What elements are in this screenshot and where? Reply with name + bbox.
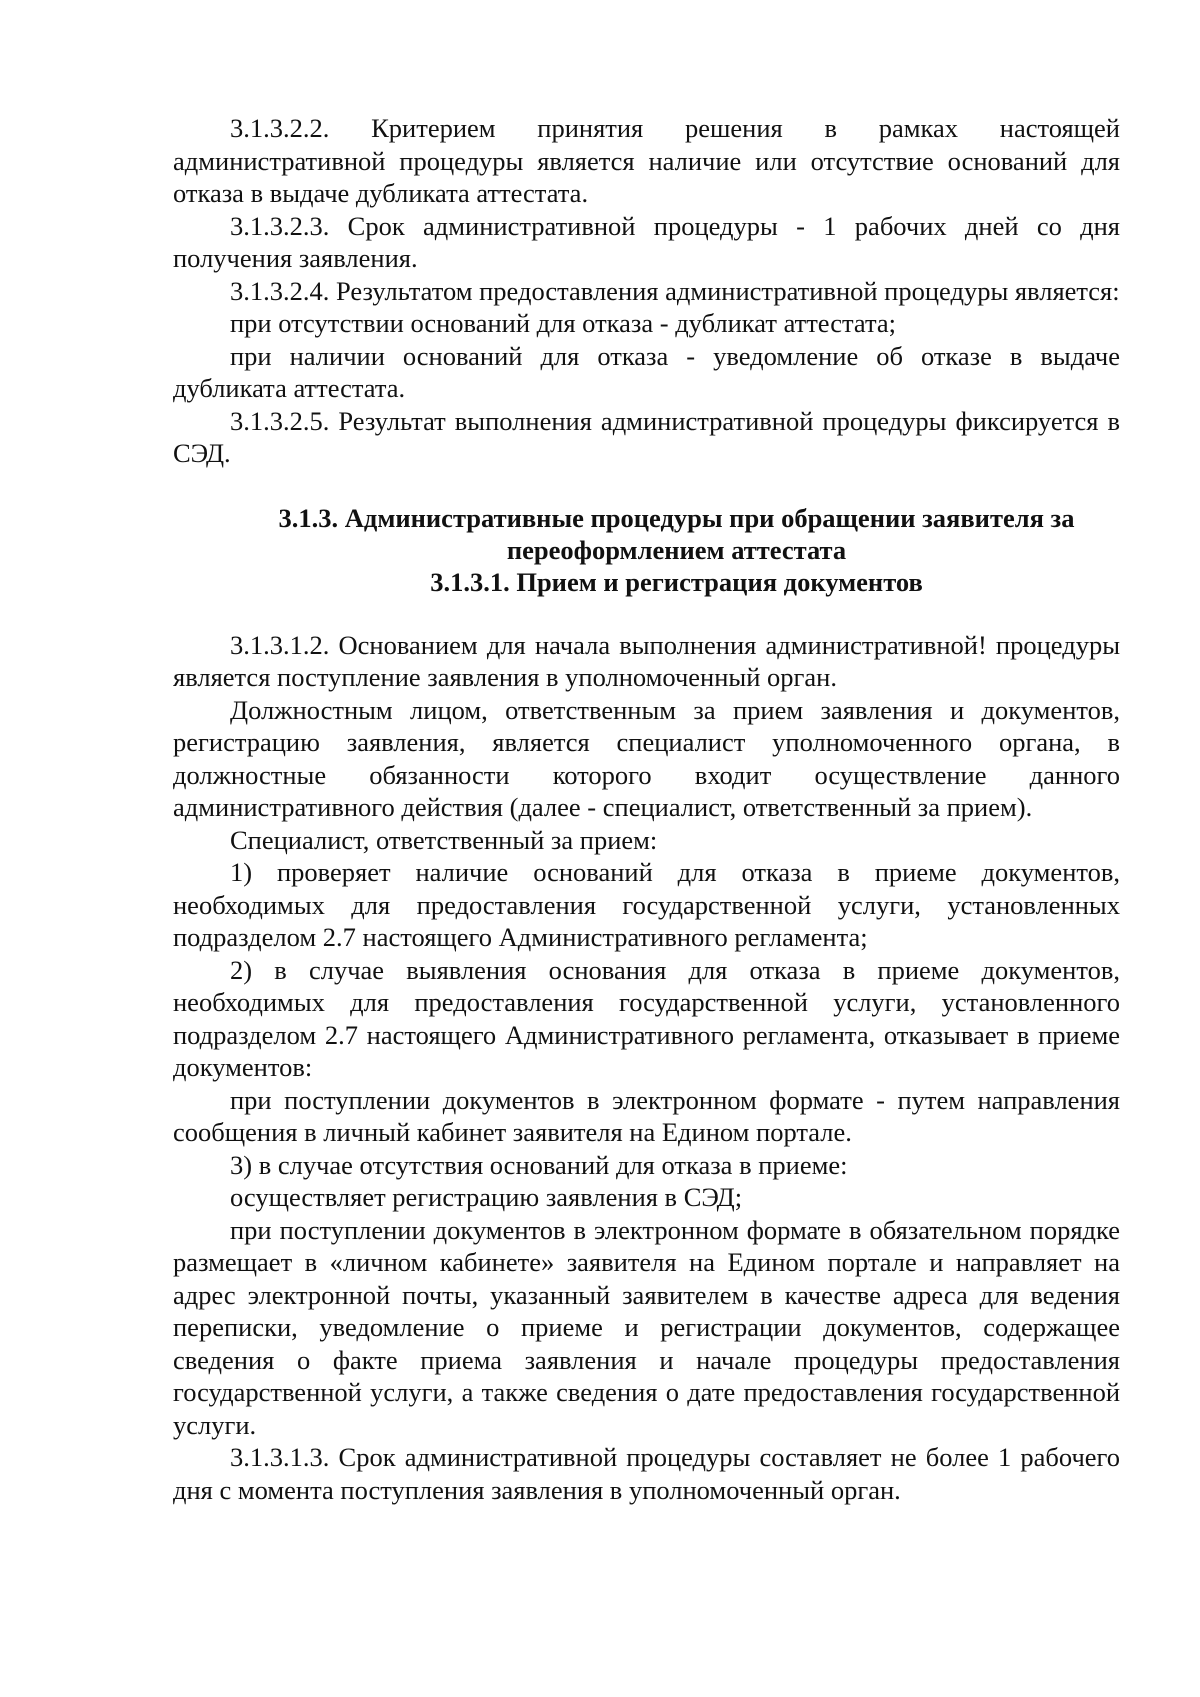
paragraph-result-no-grounds: при отсутствии оснований для отказа - дубликат аттестата; xyxy=(230,308,896,338)
paragraph-result-grounds: при наличии оснований для отказа - уведомление об отказе в выдаче дубликата аттестата. xyxy=(173,340,1120,403)
paragraph-registration: осуществляет регистрацию заявления в СЭД; xyxy=(230,1182,743,1212)
section-body xyxy=(173,629,1120,1507)
section-heading: 3.1.3. Административные процедуры при обращении заявителя за переоформлением аттестата xyxy=(278,502,1075,565)
paragraph-3-1-3-1-2: 3.1.3.1.2. Основанием для начала выполнения административной! процедуры является поступление заявления в уполномоченный орган. xyxy=(173,629,1120,692)
paragraph-electronic-notification: при поступлении документов в электронном формате в обязательном порядке размещает в «личном кабинете» заявителя на Едином портале и направляет на адрес электронной почты, указанный заявителем в качестве адреса для ведения переписки, уведомление о приеме и регистрации документов, содержащее сведения о факте приема заявления и начале процедуры предоставления государственной услуги, а также сведения о дате предоставления государственной услуги. xyxy=(173,1214,1120,1440)
paragraph-3-1-3-2-2: 3.1.3.2.2. Критерием принятия решения в рамках настоящей административной процедуры является наличие или отсутствие оснований для отказа в выдаче дубликата аттестата. xyxy=(173,113,1120,208)
subsection-heading: 3.1.3.1. Прием и регистрация документов xyxy=(430,566,923,597)
paragraph-3-1-3-2-3: 3.1.3.2.3. Срок административной процедуры - 1 рабочих дней со дня получения заявления. xyxy=(173,210,1120,273)
list-item-3: 3) в случае отсутствия оснований для отказа в приеме: xyxy=(230,1149,848,1180)
document-page xyxy=(173,112,1120,1506)
paragraph-specialist: Специалист, ответственный за прием: xyxy=(230,824,658,855)
paragraph-3-1-3-2-4: 3.1.3.2.4. Результатом предоставления административной процедуры является: xyxy=(230,275,1120,306)
list-item-1: 1) проверяет наличие оснований для отказа в приеме документов, необходимых для предоставления государственной услуги, установленных подразделом 2.7 настоящего Административного регламента; xyxy=(173,857,1120,952)
paragraph-3-1-3-1-3: 3.1.3.1.3. Срок административной процедуры составляет не более 1 рабочего дня с момента поступления заявления в уполномоченный орган. xyxy=(173,1442,1120,1505)
section-heading-block xyxy=(173,502,1120,598)
list-item-2: 2) в случае выявления основания для отказа в приеме документов, необходимых для предоставления государственной услуги, установленного подразделом 2.7 настоящего Административного регламента, отказывает в приеме документов: xyxy=(173,954,1120,1082)
paragraph-3-1-3-2-5: 3.1.3.2.5. Результат выполнения административной процедуры фиксируется в СЭД. xyxy=(173,405,1120,468)
paragraph-electronic-refusal: при поступлении документов в электронном формате - путем направления сообщения в личный кабинет заявителя на Едином портале. xyxy=(173,1084,1120,1147)
paragraph-responsible-official: Должностным лицом, ответственным за прием заявления и документов, регистрацию заявления, является специалист уполномоченного органа, в должностные обязанности которого входит осуществление данного административного действия (далее - специалист, ответственный за прием). xyxy=(173,694,1120,822)
